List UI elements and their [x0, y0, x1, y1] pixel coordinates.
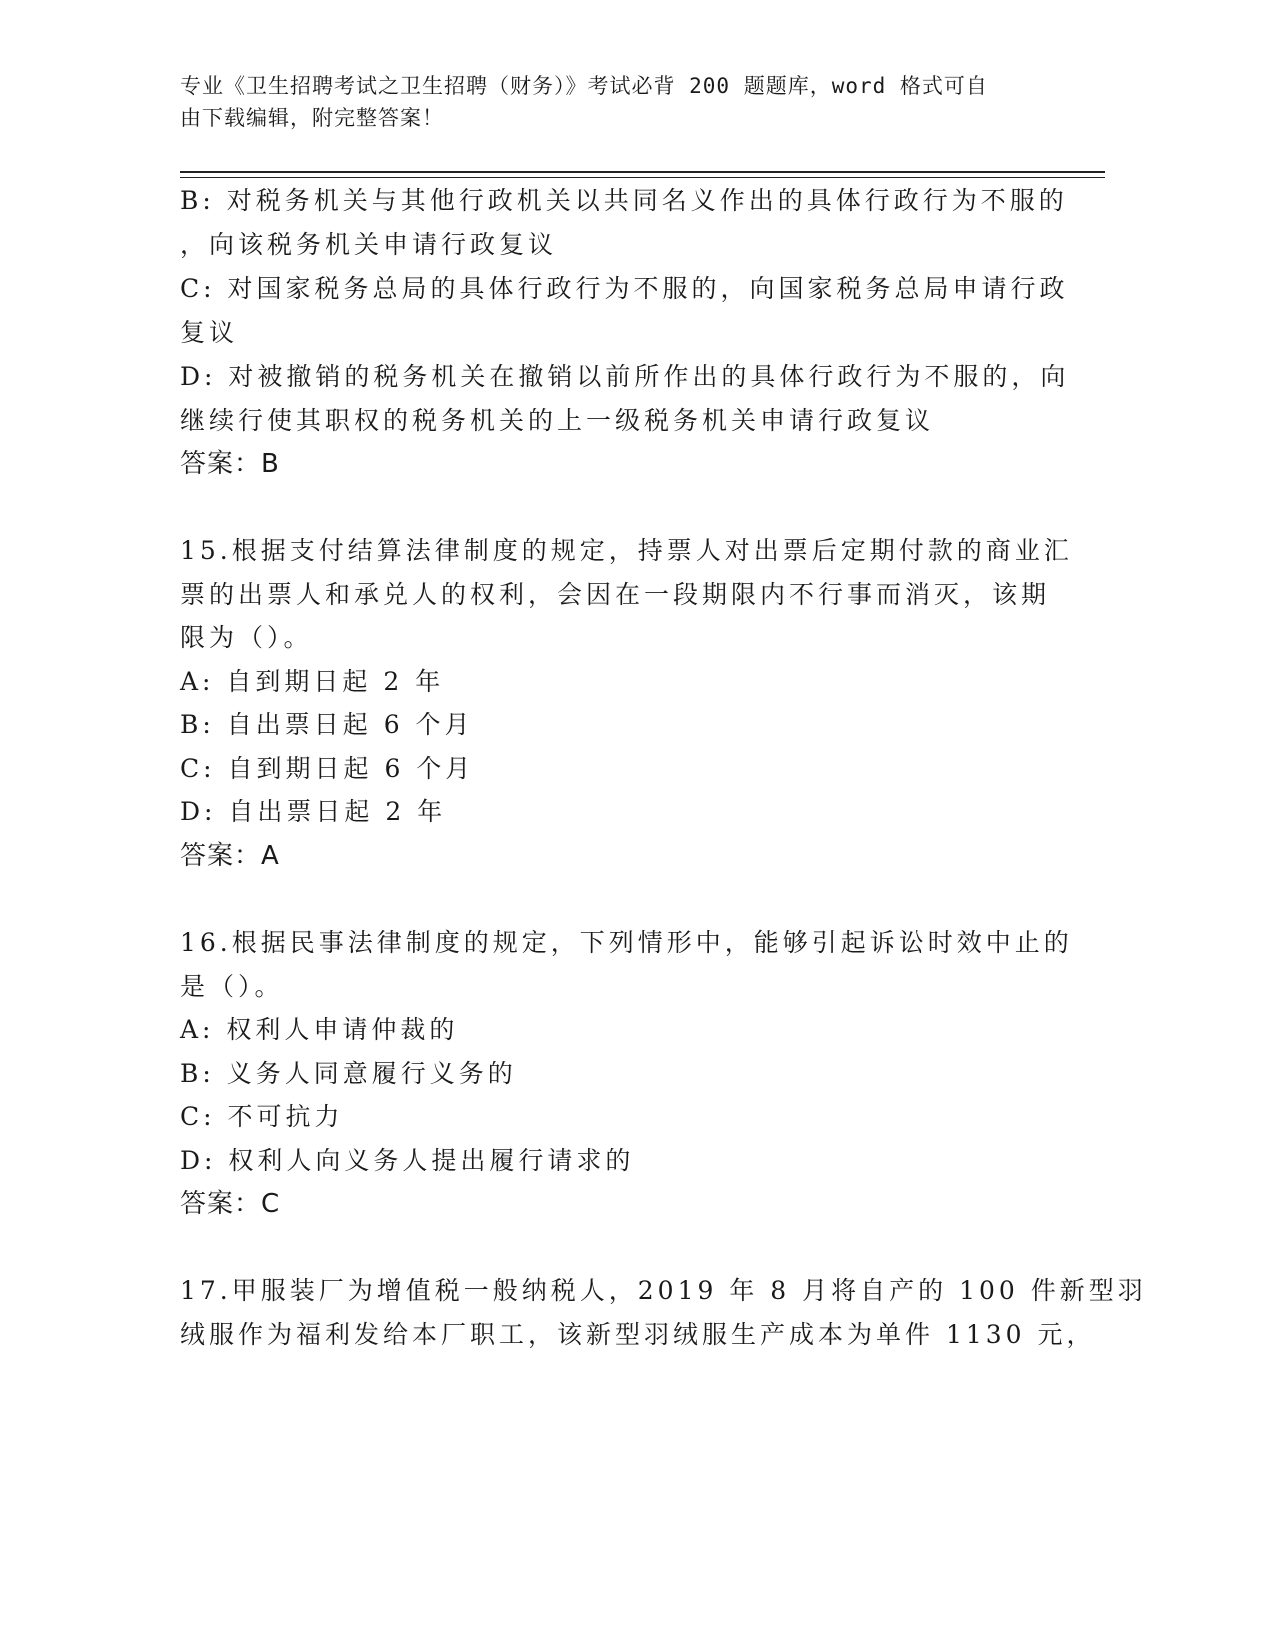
header-line-1: 专业《卫生招聘考试之卫生招聘（财务）》考试必背 200 题题库，word 格式可自 [180, 74, 988, 98]
q17-stem-line-1: 17.甲服装厂为增值税一般纳税人，2019 年 8 月将自产的 100 件新型羽 [180, 1276, 1147, 1305]
q14-option-c-line-1: C: 对国家税务总局的具体行政行为不服的，向国家税务总局申请行政 [180, 274, 1069, 303]
q15-stem-line-3: 限为（）。 [180, 623, 313, 652]
q15-option-c: C: 自到期日起 6 个月 [180, 754, 475, 783]
q14-option-b-line-1: B: 对税务机关与其他行政机关以共同名义作出的具体行政行为不服的 [180, 186, 1068, 215]
q17-stem-line-2: 绒服作为福利发给本厂职工，该新型羽绒服生产成本为单件 1130 元， [180, 1320, 1096, 1349]
q15-answer: 答案：A [180, 841, 280, 871]
q15-stem-line-1: 15.根据支付结算法律制度的规定，持票人对出票后定期付款的商业汇 [180, 536, 1073, 565]
q15-option-b: B: 自出票日起 6 个月 [180, 710, 474, 739]
q15-stem-line-2: 票的出票人和承兑人的权利，会因在一段期限内不行事而消灭，该期 [180, 580, 1051, 609]
q15-option-d: D: 自出票日起 2 年 [180, 797, 447, 826]
q14-answer: 答案：B [180, 449, 280, 479]
document-header [180, 70, 1060, 134]
q16-option-d: D: 权利人向义务人提出履行请求的 [180, 1146, 635, 1175]
q16-answer: 答案：C [180, 1189, 281, 1219]
header-divider-thick [180, 171, 1105, 173]
header-divider-thin [180, 177, 1105, 178]
q16-stem-line-2: 是（）。 [180, 972, 284, 1001]
q15-option-a: A: 自到期日起 2 年 [180, 667, 445, 696]
q16-option-b: B: 义务人同意履行义务的 [180, 1059, 517, 1088]
q14-option-d-line-1: D: 对被撤销的税务机关在撤销以前所作出的具体行政行为不服的，向 [180, 362, 1070, 391]
q16-option-c: C: 不可抗力 [180, 1102, 344, 1131]
q14-option-b-line-2: ，向该税务机关申请行政复议 [180, 230, 558, 259]
q14-option-c-line-2: 复议 [180, 318, 239, 347]
q16-stem-line-1: 16.根据民事法律制度的规定，下列情形中，能够引起诉讼时效中止的 [180, 928, 1073, 957]
header-line-2: 由下载编辑，附完整答案！ [180, 106, 444, 130]
q14-option-d-line-2: 继续行使其职权的税务机关的上一级税务机关申请行政复议 [180, 406, 935, 435]
q16-option-a: A: 权利人申请仲裁的 [180, 1015, 459, 1044]
